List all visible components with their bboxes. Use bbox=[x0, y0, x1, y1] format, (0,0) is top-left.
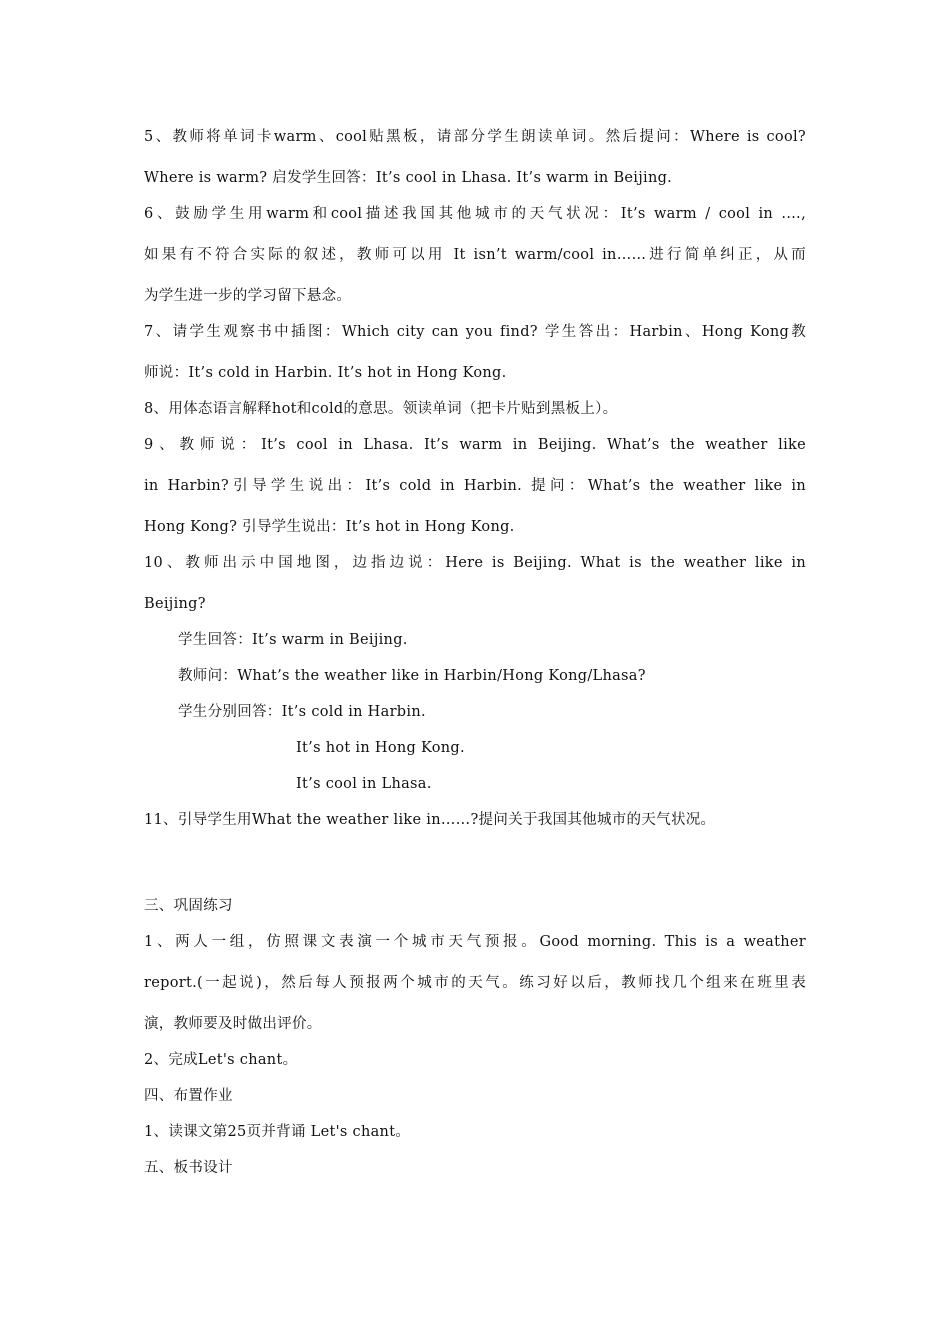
dialogue-student-answer: 学生回答：It’s warm in Beijing. bbox=[178, 632, 408, 648]
section-3-heading: 三、巩固练习 bbox=[144, 898, 233, 914]
step-9-line-3: Hong Kong? 引导学生说出：It’s hot in Hong Kong. bbox=[144, 519, 515, 535]
step-9-line-2: in Harbin?引导学生说出：It’s cold in Harbin. 提问：What’s the weather like in bbox=[144, 478, 806, 494]
step-6-line-1: 6、鼓励学生用warm和cool描述我国其他城市的天气状况：It’s warm / cool in .…, bbox=[144, 206, 806, 222]
practice-1-line-3: 演，教师要及时做出评价。 bbox=[144, 1016, 322, 1032]
dialogue-teacher-question: 教师问：What’s the weather like in Harbin/Hong Kong/Lhasa? bbox=[178, 668, 646, 684]
step-5-line-2: Where is warm? 启发学生回答：It’s cool in Lhasa. It’s warm in Beijing. bbox=[144, 170, 673, 186]
dialogue-students-answers: 学生分别回答：It’s cold in Harbin. bbox=[178, 704, 426, 720]
section-5-heading: 五、板书设计 bbox=[144, 1160, 233, 1176]
step-6-line-3: 为学生进一步的学习留下悬念。 bbox=[144, 288, 352, 304]
step-11-line: 11、引导学生用What the weather like in……?提问关于我国其他城市的天气状况。 bbox=[144, 812, 716, 828]
step-7-line-1: 7、请学生观察书中插图：Which city can you find? 学生答出：Harbin、Hong Kong教 bbox=[144, 324, 806, 340]
step-9-line-1: 9、教师说：It’s cool in Lhasa. It’s warm in Beijing. What’s the weather like bbox=[144, 437, 806, 453]
step-10-line-2: Beijing? bbox=[144, 596, 206, 612]
step-6-line-2: 如果有不符合实际的叙述，教师可以用 It isn’t warm/cool in……进行简单纠正，从而 bbox=[144, 247, 806, 263]
practice-1-line-1: 1、两人一组，仿照课文表演一个城市天气预报。Good morning. This is a weather bbox=[144, 934, 806, 950]
step-7-line-2: 师说：It’s cold in Harbin. It’s hot in Hong Kong. bbox=[144, 365, 507, 381]
practice-1-line-2: report.(一起说)，然后每人预报两个城市的天气。练习好以后，教师找几个组来在班里表 bbox=[144, 975, 806, 991]
dialogue-answer-lhasa: It’s cool in Lhasa. bbox=[296, 776, 432, 792]
step-10-line-1: 10、教师出示中国地图，边指边说：Here is Beijing. What is the weather like in bbox=[144, 555, 806, 571]
homework-1-line: 1、读课文第25页并背诵 Let's chant。 bbox=[144, 1124, 411, 1140]
step-5-line-1: 5、教师将单词卡warm、cool贴黑板，请部分学生朗读单词。然后提问：Where is cool? bbox=[144, 129, 806, 145]
practice-2-line: 2、完成Let's chant。 bbox=[144, 1052, 298, 1068]
dialogue-answer-hong-kong: It’s hot in Hong Kong. bbox=[296, 740, 465, 756]
section-4-heading: 四、布置作业 bbox=[144, 1088, 233, 1104]
step-8-line: 8、用体态语言解释hot和cold的意思。领读单词（把卡片贴到黑板上）。 bbox=[144, 401, 618, 417]
